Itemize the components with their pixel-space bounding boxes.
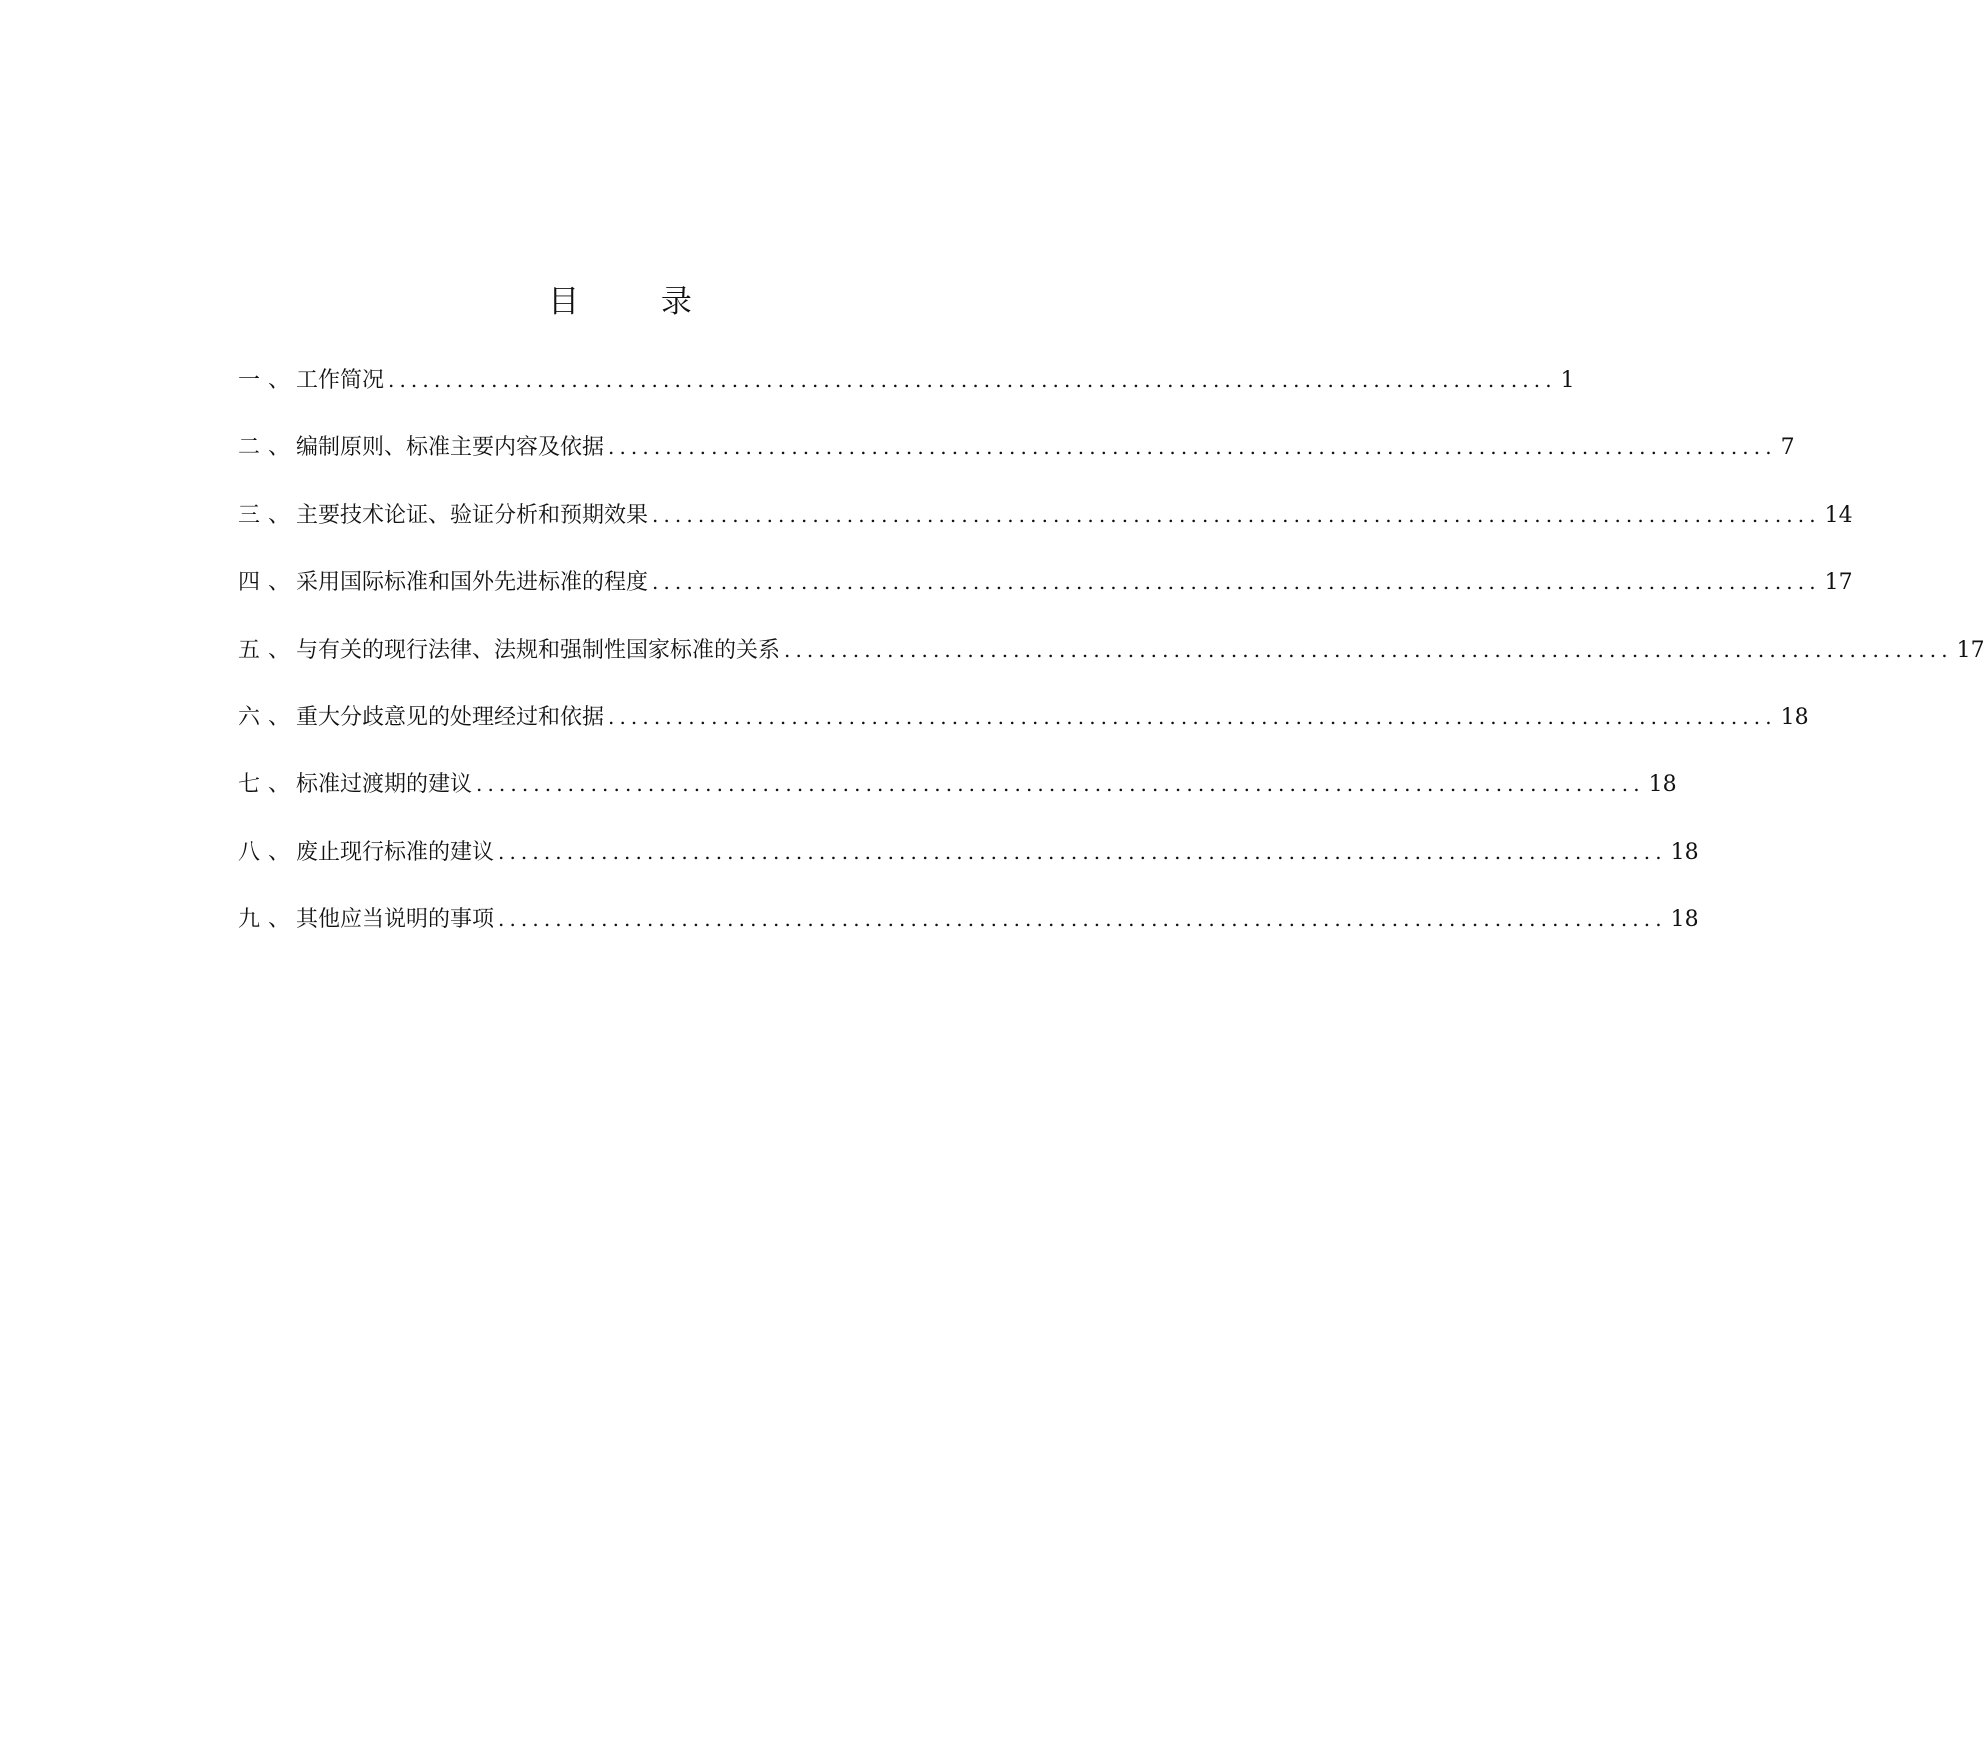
toc-entry-separator: 、 (268, 502, 291, 528)
toc-entry-label: 与有关的现行法律、法规和强制性国家标准的关系 (296, 637, 781, 663)
toc-entry-separator: 、 (268, 435, 291, 461)
toc-entry-separator: 、 (268, 772, 291, 798)
toc-entry-number: 九 (238, 907, 261, 933)
toc-entry[interactable] (238, 429, 1795, 496)
toc-entry-page: 17 (1956, 637, 1985, 663)
toc-entry-label: 编制原则、标准主要内容及依据 (296, 435, 605, 461)
toc-entry-page: 17 (1824, 570, 1853, 596)
toc-entry[interactable] (238, 834, 1699, 901)
toc-entry-page: 1 (1560, 368, 1575, 393)
toc-title: 目 录 (548, 284, 728, 320)
toc-entry-number: 五 (238, 637, 261, 663)
toc-entry-page: 7 (1780, 435, 1795, 461)
toc-entry-page: 18 (1670, 839, 1699, 865)
toc-entry-label: 重大分歧意见的处理经过和依据 (296, 704, 605, 730)
toc-entry-number: 三 (238, 502, 261, 528)
toc-dot-leader: ...................................................................................................... (784, 637, 1953, 662)
toc-entry[interactable] (238, 766, 1677, 833)
toc-entry-label: 采用国际标准和国外先进标准的程度 (296, 570, 649, 596)
toc-entry-separator: 、 (268, 704, 291, 730)
toc-entry-label: 标准过渡期的建议 (296, 772, 473, 798)
toc-entry-page: 18 (1780, 704, 1809, 730)
toc-entry-number: 六 (238, 704, 261, 730)
toc-dot-leader: ...................................................................................................... (498, 839, 1667, 864)
toc-entry-number: 八 (238, 839, 261, 865)
toc-entry-label: 主要技术论证、验证分析和预期效果 (296, 502, 649, 528)
toc-dot-leader: ...................................................................................................... (476, 772, 1645, 797)
toc-dot-leader: ...................................................................................................... (652, 570, 1821, 595)
toc-dot-leader: ...................................................................................................... (498, 907, 1667, 932)
toc-entry-label: 其他应当说明的事项 (296, 907, 495, 933)
toc-entry-number: 七 (238, 772, 261, 798)
toc-entry-page: 14 (1824, 502, 1853, 528)
toc-entry-separator: 、 (268, 907, 291, 933)
toc-entry[interactable] (238, 632, 1985, 699)
toc-entry-label: 工作简况 (296, 368, 385, 393)
toc-dot-leader: ...................................................................................................... (652, 502, 1821, 527)
toc-entry-separator: 、 (268, 637, 291, 663)
toc-entry-page: 18 (1670, 907, 1699, 933)
toc-dot-leader: ...................................................................................................... (608, 704, 1777, 729)
toc-entry-separator: 、 (268, 839, 291, 865)
toc-entry-number: 四 (238, 570, 261, 596)
toc-entry[interactable] (238, 901, 1699, 968)
toc-entry[interactable] (238, 699, 1809, 766)
toc-entry-number: 一 (238, 368, 261, 393)
toc-entry-separator: 、 (268, 368, 291, 393)
table-of-contents (238, 362, 1985, 969)
toc-dot-leader: ...................................................................................................... (608, 435, 1777, 460)
toc-entry[interactable] (238, 564, 1853, 631)
toc-dot-leader: ...................................................................................................... (388, 368, 1557, 392)
toc-entry[interactable] (238, 497, 1853, 564)
toc-entry-number: 二 (238, 435, 261, 461)
toc-entry-label: 废止现行标准的建议 (296, 839, 495, 865)
toc-entry-separator: 、 (268, 570, 291, 596)
toc-entry[interactable] (238, 362, 1575, 429)
toc-entry-page: 18 (1648, 772, 1677, 798)
